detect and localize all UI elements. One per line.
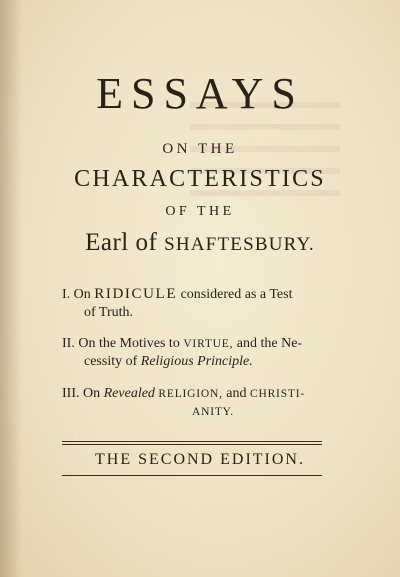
- essay-item-1: [62, 285, 362, 322]
- essay-subject-2: CHRISTI-: [250, 388, 305, 400]
- subject-name: [0, 229, 400, 257]
- subtitle-of-the: OF THE: [165, 204, 235, 219]
- essay-item-2: [62, 335, 362, 371]
- essay-item-3: [62, 385, 362, 421]
- essay-plain: cessity of: [84, 354, 138, 369]
- shaftesbury-text: SHAFTESBURY.: [164, 234, 315, 255]
- earl-of-text: Earl of: [85, 229, 165, 256]
- edition-statement: THE SECOND EDITION.: [95, 451, 305, 468]
- essay-on: On: [83, 386, 101, 401]
- essay-text: On the Motives to: [78, 336, 180, 351]
- essay-subject: VIRTUE,: [183, 338, 234, 350]
- essay-subject: RELIGION,: [158, 388, 223, 400]
- essay-and: and: [226, 386, 247, 401]
- essay-italic: Revealed: [103, 386, 155, 401]
- essay-number: I.: [62, 287, 71, 302]
- bottom-rule: [62, 475, 322, 476]
- subtitle-on-the: ON THE: [162, 141, 238, 157]
- top-rule-double: [62, 444, 322, 445]
- essay-continuation: of Truth.: [84, 305, 134, 320]
- book-title: ESSAYS: [96, 69, 304, 118]
- essay-italic: Religious Principle.: [140, 354, 253, 369]
- essay-continuation: [62, 353, 362, 371]
- subtitle-characteristics: CHARACTERISTICS: [74, 166, 326, 192]
- top-rule: [62, 441, 322, 442]
- essay-continuation: ANITY.: [192, 406, 234, 418]
- essay-on: On: [73, 287, 91, 302]
- essay-text-end: and the Ne-: [236, 336, 303, 351]
- essay-number: II.: [62, 336, 75, 351]
- essay-text: considered as a Test: [180, 287, 293, 302]
- essay-number: III.: [62, 386, 80, 401]
- essay-subject: RIDICULE: [94, 286, 178, 302]
